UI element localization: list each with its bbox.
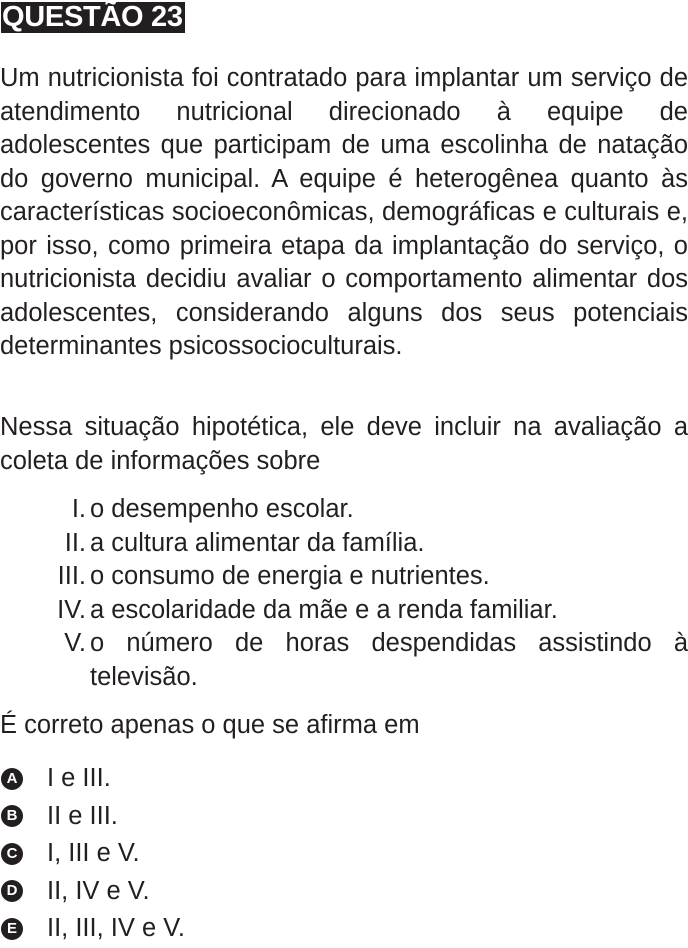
option-c[interactable] bbox=[0, 835, 688, 873]
option-d[interactable] bbox=[0, 873, 688, 911]
option-letter-b-icon: B bbox=[1, 805, 23, 827]
affirmation-item bbox=[0, 560, 688, 594]
option-text: I, III e V. bbox=[47, 839, 140, 867]
option-text: II, III, IV e V. bbox=[47, 914, 185, 942]
affirmation-numeral: I. bbox=[71, 495, 86, 523]
affirmation-item bbox=[0, 594, 688, 628]
affirmation-text: o consumo de energia e nutrientes. bbox=[90, 562, 490, 590]
option-letter-e-icon: E bbox=[1, 918, 23, 940]
question-prompt: É correto apenas o que se afirma em bbox=[0, 711, 420, 739]
affirmation-item bbox=[0, 627, 688, 694]
affirmation-list bbox=[0, 493, 688, 694]
statement-paragraph-1: Um nutricionista foi contratado para implantar um serviço de atendimento nutricional direcionado à equipe de adolescentes que participam de uma escolinha de natação do governo municipal. A equipe é heterogênea quanto às características socioeconômicas, demográficas e culturais e, por isso, como primeira etapa da implantação do serviço, o nutricionista decidiu avaliar o comportamento alimentar dos adolescentes, considerando alguns dos seus potenciais determinantes psicossocioculturais. bbox=[0, 64, 688, 360]
affirmation-text: a cultura alimentar da família. bbox=[90, 528, 425, 557]
option-text: I e III. bbox=[47, 764, 111, 792]
affirmation-item bbox=[0, 493, 688, 527]
affirmation-text: a escolaridade da mãe e a renda familiar. bbox=[90, 595, 558, 624]
question-title: QUESTÃO 23 bbox=[2, 1, 183, 33]
option-letter-d-icon: D bbox=[1, 880, 23, 902]
option-b[interactable] bbox=[0, 798, 688, 836]
affirmation-numeral: II. bbox=[64, 528, 86, 557]
answer-options bbox=[0, 760, 688, 948]
option-letter-c-icon: C bbox=[1, 843, 23, 865]
affirmation-numeral: V. bbox=[64, 629, 86, 657]
statement-paragraph-2: Nessa situação hipotética, ele deve incluir na avaliação a coleta de informações sobre bbox=[0, 413, 688, 475]
affirmation-text: o número de horas despendidas assistindo à televisão. bbox=[90, 629, 688, 691]
option-e[interactable] bbox=[0, 910, 688, 948]
affirmation-numeral: III. bbox=[57, 562, 86, 590]
option-text: II e III. bbox=[47, 801, 118, 830]
option-a[interactable] bbox=[0, 760, 688, 798]
affirmation-item bbox=[0, 527, 688, 561]
affirmation-numeral: IV. bbox=[57, 595, 86, 624]
option-letter-a-icon: A bbox=[1, 768, 23, 790]
affirmation-text: o desempenho escolar. bbox=[90, 495, 354, 523]
option-text: II, IV e V. bbox=[47, 876, 150, 905]
